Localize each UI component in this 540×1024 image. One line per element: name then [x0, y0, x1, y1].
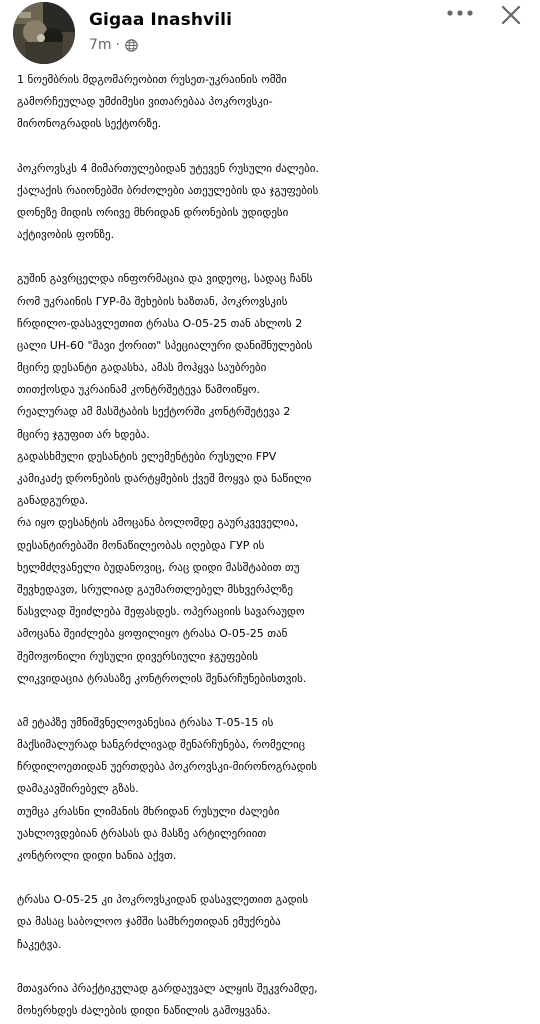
post-text-line: დონეზე მიდის ორივე მხრიდან დრონების უდიდესი	[17, 205, 289, 219]
author-name[interactable]: Gigaa Inashvili	[89, 10, 232, 30]
post-text-line: მცირე ჯგუფით არ ხდება.	[17, 427, 150, 441]
post-paragraph	[17, 268, 537, 690]
post-text-line: ამოცანა შეიძლება ყოფილიყო ტრასა О-05-25 თან	[17, 627, 288, 641]
avatar-image	[13, 2, 75, 64]
more-options-icon[interactable]	[443, 4, 477, 22]
post-text-line: გუშინ გავრცელდა ინფორმაცია და ვიდეოც, სადაც ჩანს	[17, 272, 313, 286]
post-text-line: ჩაკეტვა.	[17, 937, 62, 951]
post-text-line: კამიკაძე დრონების დარტყმების ქვეშ მოყვა და ნაწილი	[17, 472, 312, 485]
post-paragraph	[17, 69, 537, 136]
post-text-line: თუმცა კრასნი ლიმანის მხრიდან რუსული ძალები	[17, 804, 280, 818]
post-text-line: მირონოგრადის სექტორზე.	[17, 117, 162, 131]
post-text-line: წასვლად შეიძლება შეფასდეს. ოპერაციის სავარაუდო	[17, 605, 305, 619]
post-text-line: რომ უკრაინის ГУР-მა შეხების ხაზთან, პოკროვსკის	[17, 294, 288, 308]
post-text-line: გადასხმული დესანტის ელემენტები რუსული FPV	[17, 449, 277, 463]
post-text-line: ამ ეტაპზე უმნიშვნელოვანესია ტრასა Т-05-15 ის	[17, 715, 274, 729]
post-text-line: კონტროლი დიდი ხანია აქვთ.	[17, 849, 177, 862]
post-text-line: ხელმძღვანელი ბუდანოვიც, რაც დიდი მასშტაბით თუ	[17, 560, 300, 574]
post-text-line: დესანტირებაში მონაწილეობას იღებდა ГУР ის	[17, 538, 265, 552]
post-text-line: 1 ნოემბრის მდგომარეობით რუსეთ-უკრაინის ომში	[17, 73, 287, 86]
post-text-line: შევხედავთ, სრულიად გაუმართლებელ მსხვერპლზე	[17, 582, 294, 596]
post-text-line: და მასაც საბოლოო ჯამში სამხრეთიდან ემუქრება	[17, 915, 281, 929]
avatar[interactable]	[13, 2, 75, 64]
post-text-line: ჩრდილოეთიდან უერთდება პოკროვსკი-მირონოგრადის	[17, 760, 318, 774]
post-time[interactable]: 7m	[89, 37, 112, 53]
post-text-line: რა იყო დესანტის ამოცანა ბოლომდე გაურკვეველია,	[17, 516, 299, 530]
post-text-line: თითქოსდა უკრაინამ კონტრშეტევა წამოიწყო.	[17, 383, 261, 397]
post-text-line: მთავარია პრაქტიკულად გარდაუვალ ალყის შეკვრამდე,	[17, 981, 318, 995]
post-paragraph	[17, 712, 537, 867]
post-text-line: მცირე დესანტი გადასხა, ამას მოჰყვა საუბრები	[17, 361, 267, 375]
post-text-line: გამორჩეულად უმძიმესი ვითარებაა პოკროვსკი-	[17, 95, 273, 109]
post-text-line: მაქსიმალურად ხანგრძლივად შენარჩუნება, რომელიც	[17, 738, 306, 752]
post-paragraph	[17, 978, 537, 1022]
meta-separator: ·	[115, 37, 120, 53]
post-text-line: ჩრდილო-დასავლეთით ტრასა О-05-25 თან ახლოს 2	[17, 316, 303, 330]
post-body	[17, 69, 537, 1022]
post-text-line: აქტივობის ფონზე.	[17, 228, 115, 242]
post-text-line: განადგურდა.	[17, 494, 89, 508]
post-text-line: მოხერხდეს ძალების დიდი ნაწილის გამოყვანა.	[17, 1003, 271, 1017]
post-text-line: ლიკვიდაცია ტრასაზე კონტროლის შენარჩუნებისთვის.	[17, 671, 307, 685]
post-header	[0, 0, 540, 62]
post-text-line: დამაკავშირებელ გზას.	[17, 782, 139, 796]
post-text-line: შემოჟონილი რუსული დივერსიული ჯგუფების	[17, 649, 258, 663]
post-text-line: ტრასა О-05-25 კი პოკროვსკიდან დასავლეთით გადის	[17, 893, 309, 907]
post-text-line: ქალაქის რაიონებში ბრძოლები ათეულების და ჯგუფების	[17, 183, 319, 197]
post-paragraph	[17, 889, 537, 956]
post-text-line: რეალურად ამ მასშტაბის სექტორში კონტრშეტევა 2	[17, 405, 291, 419]
globe-icon[interactable]	[125, 39, 138, 52]
post-text-line: ცალი UH-60 "შავი ქორით" სპეციალური დანიშნულების	[17, 338, 313, 352]
post-text-line: პოკროვსკს 4 მიმართულებიდან უტევენ რუსული ძალები.	[17, 161, 319, 175]
post-text-line: უახლოვდებიან ტრასას და მასზე არტილერიით	[17, 826, 267, 840]
post-meta	[89, 36, 138, 54]
post-paragraph	[17, 158, 537, 247]
close-icon[interactable]	[498, 2, 524, 28]
